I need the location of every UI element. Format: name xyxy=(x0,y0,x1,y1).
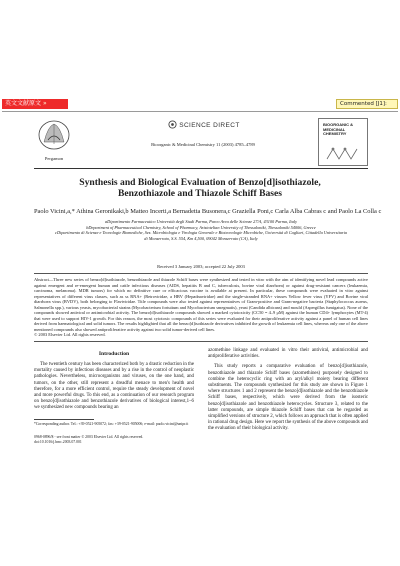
pergamon-logo-icon xyxy=(34,118,74,152)
body-column-left xyxy=(34,348,194,416)
chevron-right-icon: » xyxy=(43,100,47,107)
journal-cover-box xyxy=(318,118,368,166)
body-column-right xyxy=(208,348,368,437)
section-tag[interactable] xyxy=(2,99,68,109)
section-tag-label: 英文文献原文 xyxy=(5,100,42,107)
body-paragraph: The twentieth century has been characterized both by a drastic reduction in the mortality caused by infectious diseases and by a rise in the control of neoplastic pathologies. Nevertheless, microorganisms and viruses, on the one hand, and tumors, on the other, still represent a dreadful menace to men's health and therefore, for a more efficient control, require the steady development of novel and more powerful drugs. To this end, as a continuation of our research program on benzo[d]isothiazole and benzothiazole derivatives of biological interest,1–6 we synthesized new compounds bearing an xyxy=(34,362,194,411)
masthead-rule xyxy=(34,168,368,169)
header-rule xyxy=(2,111,398,112)
section-heading: Introduction xyxy=(98,351,130,357)
journal-citation: Bioorganic & Medicinal Chemistry 11 (2003) 4785–4789 xyxy=(151,142,255,147)
received-dates: Received 3 January 2003; accepted 22 July 2003 xyxy=(157,264,245,269)
copyright-notice: 0968-0896/$ - see front matter © 2003 Elsevier Ltd. All rights reserved. doi:10.1016/j.bmc.2003.07.001 xyxy=(34,435,144,444)
abstract-rule-top xyxy=(34,273,368,274)
abstract-rule-bottom xyxy=(34,341,368,342)
body-paragraph: azomethine linkage and evaluated in vitro their antiviral, antimicrobial and antiproliferative activities. xyxy=(208,348,368,360)
publisher-name: Pergamon xyxy=(44,156,64,161)
affiliations: aDipartimento Farmaceutico Università degli Studi Parma, Parco Area delle Scienze 27/A, 43100 Parma, Italy bDepartment of Pharmaceutical Chemistry, School of Pharmacy, Aristotelian University of Thessaloniki, Thessaloniki 54006, Greece cDipartimento di Scienze e Tecnologie Biomediche, Sez. Microbiologia e Virologia Generale e Biotecnologie Microbiche, Università di Cagliari, Cittadella Universitaria di Monserrato, S.S. 554, Km 4,500, 09042 Monserrato (CA), Italy xyxy=(55,219,347,241)
sciencedirect-ring-icon xyxy=(168,120,177,129)
sciencedirect-logo xyxy=(168,120,240,129)
corresponding-author-footnote: *Corresponding author. Tel.: +39-0521-905072; fax: +39-0521-905006; e-mail: paolo.vicini@unipr.it xyxy=(34,422,189,426)
comment-tag[interactable]: Commented [J1]: xyxy=(336,99,398,109)
abstract-text: Abstract—Three new series of benzo[d]isothiazole, benzothiazole and thiazole Schiff bases were synthesized and tested in vitro with the aim of identifying novel lead compounds active against emergent and re-emergent human and cattle infectious diseases (AIDS, hepatitis B and C, tuberculosis, bovine viral diarrhoea) or against drug-resistant cancers (leukaemia, carcinoma, melanoma). MDR tumors) for which no definitive cure or efficacious vaccine is available at present. In particular, these compounds were evaluated in vitro against representatives of different virus classes, such as ss RNA+ (Retroviridae, a HBV (Hepadnaviridae) and the single-stranded RNA+ viruses Yellow fever virus (YFV) and Bovine viral diarrhoea virus (BVDV), both belonging to Flaviviridae. Title compounds were also tested against representatives of Gram-positive and Gram-negative bacteria (Staphylococcus aureus, Salmonella spp.), various yeasts, mycobacterial strains (Mycobacterium fortuitum and Mycobacterium smegmatis), yeast (Candida albicans) and mould (Aspergillus fumigatus). None of the compounds showed antiviral or antimicrobial activity. The benzo[d]isothiazole compounds showed a marked cytotoxicity (CC50 = 4–9 μM) against the human CD4+ lymphocytes (MT-4) that were used to support HIV-1 growth. For this reason, the most cytotoxic compounds of this series were evaluated for their antiproliferative activity against a panel of human cell lines derived from haematological and solid tumors. The results highlighted that all the benzo[d]isothiazole derivatives inhibited the growth of leukaemia cell lines, whereas only one of the above mentioned compounds also showed antiproliferative activity against two solid tumor-derived cell lines. © 2003 Elsevier Ltd. All rights reserved. xyxy=(34,277,368,337)
body-paragraph: This study reports a comparative evaluation of benzo[d]isothiazole, benzothiazole and thiazole Schiff bases (azomethines) purposely designed to combine the heterocyclic ring with an aryl/alkyl moiety bearing different substituents. The compounds synthesized for this study are shown in Figure 1 where structures 1 and 2 represent the benzo[d]isothiazole and the benzothiazole Schiff bases, respectively, which were derived from the isosteric benzo[d]isothiazole and benzothiazole heterocycles. Structure 3, related to the latter compounds, are simple thiazole Schiff bases that can be regarded as simplified versions of structure 2, which follows an approach that is often applied in rational drug design. Here we report the synthesis of the above compounds and the evaluation of their biological activity. xyxy=(208,364,368,432)
journal-cover-title: BIOORGANIC & MEDICINAL CHEMISTRY xyxy=(323,122,353,137)
footnote-rule xyxy=(34,419,94,420)
article-title: Synthesis and Biological Evaluation of Benzo[d]isothiazole, Benzothiazole and Thiazole Schiff Bases xyxy=(79,177,321,199)
author-list: Paolo Vicini,a,* Athina Geronikaki,b Matteo Incerti,a Bernadetta Busonera,c Graziella Poni,c Carla Alba Cabras c and Paolo La Colla c xyxy=(34,208,382,215)
journal-cover-graphic-icon xyxy=(325,143,361,163)
service-name: SCIENCE DIRECT xyxy=(179,122,240,129)
